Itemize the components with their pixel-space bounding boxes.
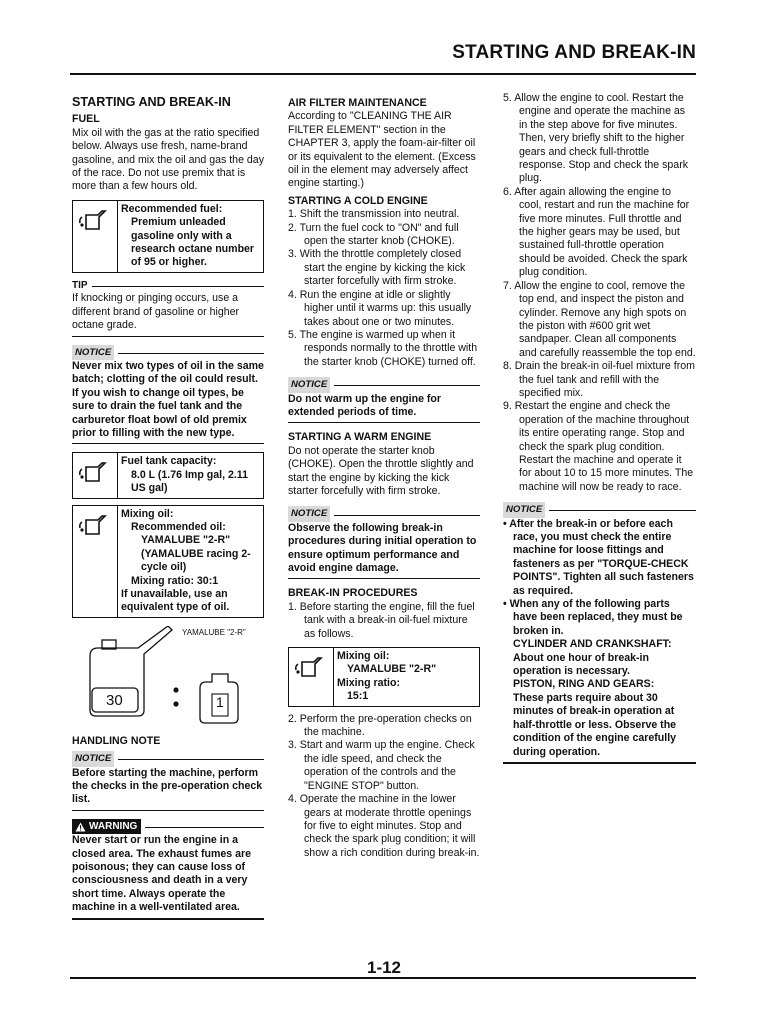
list-item: 9. Restart the engine and check the operation of the machine throughout its entire operating range. Stop and check the spark plug condition. Restart the machine and operate it for about 10 to 15 more minutes. The machine will now be ready to race. <box>503 400 694 493</box>
notice-bullet: • After the break-in or before each race, you must check the entire machine for loose fittings and fasteners as per "TORQUE-CHECK POINTS". Tighten all such fasteners as required. <box>503 517 694 597</box>
tip-row <box>72 279 264 292</box>
warm-engine-text: Do not operate the starter knob (CHOKE). Open the throttle slightly and start the engine by kicking the kick starter forcefully with firm stroke. <box>288 444 474 497</box>
fuel-heading: FUEL <box>72 113 100 126</box>
notice-badge: NOTICE <box>72 345 114 360</box>
notice-badge: NOTICE <box>503 502 545 517</box>
notice-rule <box>334 385 480 386</box>
footer-rule <box>70 977 696 979</box>
cylinder-text: About one hour of break-in operation is necessary. <box>513 651 649 678</box>
oil-mix-illustration <box>72 626 264 731</box>
air-filter-text: According to "CLEANING THE AIR FILTER ELEMENT" section in the CHAPTER 3, apply the foam-air-filter oil or its equivalent to the element. (Excess oil in the element may adversely affect engine starting.) <box>288 110 476 190</box>
break-in-box-ratio: 15:1 <box>347 690 369 703</box>
warning-text: Never start or run the engine in a closed area. The exhaust fumes are poisonous; they can cause loss of consciousness and death in a very short time. Always operate the machine in a well-ventilated area. <box>72 834 251 914</box>
cold-engine-heading: STARTING A COLD ENGINE <box>288 194 428 207</box>
fuel-box-label: Recommended fuel: <box>121 202 223 215</box>
list-item: 5. The engine is warmed up when it responds normally to the throttle with the starter knob (CHOKE) turned off. <box>288 328 478 368</box>
mix-box-rec-label: Recommended oil: <box>131 520 226 533</box>
fuel-text: Mix oil with the gas at the ratio specified below. Always use fresh, name-brand gasoline, and mix the oil and gas the day of the race. Do not use premix that is more than a few hours old. <box>72 126 264 193</box>
mix-box-oil1: YAMALUBE "2-R" <box>141 534 231 547</box>
notice-badge: NOTICE <box>72 751 114 766</box>
notice-badge: NOTICE <box>288 506 330 521</box>
warning-rule <box>145 827 264 828</box>
notice-end-rule <box>288 422 480 423</box>
list-item: 1. Shift the transmission into neutral. <box>288 208 460 221</box>
handling-heading: HANDLING NOTE <box>72 734 161 747</box>
tank-box-value: 8.0 L (1.76 Imp gal, 2.11 US gal) <box>131 468 248 495</box>
tank-box-label: Fuel tank capacity: <box>121 455 217 468</box>
oil-can-drawing <box>72 626 264 731</box>
section-title: STARTING AND BREAK-IN <box>72 95 231 109</box>
break-in-box-ratio-label: Mixing ratio: <box>337 676 400 689</box>
tip-text: If knocking or pinging occurs, use a different brand of gasoline or higher octane grade. <box>72 292 240 332</box>
notice-row <box>288 377 480 392</box>
notice-rule <box>549 510 696 511</box>
fuel-box-value: Premium unleaded gasoline only with a research octane number of 95 or higher. <box>131 216 255 269</box>
page-header-title: STARTING AND BREAK-IN <box>452 42 696 63</box>
list-item: 4. Operate the machine in the lower gears at moderate throttle openings for five to eight minutes. Stop and check the spark plug condition; it will show a rich condition during break-in. <box>288 793 480 859</box>
column-2 <box>288 92 480 860</box>
notice-end-rule <box>503 762 696 764</box>
oil-can-label: YAMALUBE "2-R" <box>182 627 246 637</box>
warning-label: WARNING <box>89 820 138 832</box>
column-3 <box>503 92 696 772</box>
notice-end-rule <box>288 578 480 579</box>
list-item: 1. Before starting the engine, fill the fuel tank with a break-in oil-fuel mixture as follows. <box>288 600 475 640</box>
tip-rule <box>92 286 264 287</box>
oil-can-icon <box>73 201 118 272</box>
list-item: 4. Run the engine at idle or slightly higher until it warms up: this usually takes about one or two minutes. <box>288 288 472 328</box>
handling-end-rule <box>72 810 264 811</box>
tip-label: TIP <box>72 279 88 291</box>
air-filter-heading: AIR FILTER MAINTENANCE <box>288 97 427 109</box>
notice-rule <box>118 353 264 354</box>
break-in-heading: BREAK-IN PROCEDURES <box>288 587 418 600</box>
warm-engine-heading: STARTING A WARM ENGINE <box>288 431 432 444</box>
header-rule <box>70 73 696 75</box>
mix-box-label: Mixing oil: <box>121 507 174 520</box>
list-item: 2. Turn the fuel cock to "ON" and full open the starter knob (CHOKE). <box>288 221 459 248</box>
notice-end-rule <box>72 443 264 444</box>
warning-row <box>72 819 264 834</box>
notice-row <box>72 345 264 360</box>
list-item: 5. Allow the engine to cool. Restart the engine and operate the machine as in the step above for five minutes. Then, very briefly shift to the higher gears and check full-throttle response. Stop and check the spark plug. <box>503 92 689 185</box>
list-item: 3. Start and warm up the engine. Check the idle speed, and check the operation of the controls and the "ENGINE STOP" button. <box>288 739 475 792</box>
mix-box-alt: If unavailable, use an equivalent type of oil. <box>121 588 230 614</box>
break-in-box-oil: YAMALUBE "2-R" <box>347 663 437 676</box>
notice-badge: NOTICE <box>288 377 330 392</box>
notice-row <box>503 502 696 517</box>
list-item: 8. Drain the break-in oil-fuel mixture from the fuel tank and refill with the specified mix. <box>503 360 695 399</box>
notice-text: Do not warm up the engine for extended periods of time. <box>288 392 442 418</box>
break-in-steps-continued <box>503 92 696 494</box>
notice-bullet: • When any of the following parts have been replaced, they must be broken in. <box>503 598 683 637</box>
ratio-small-number: 1 <box>216 693 224 710</box>
page-number: 1-12 <box>366 958 402 977</box>
list-item: 3. With the throttle completely closed start the engine by kicking the kick starter forcefully with firm stroke. <box>288 248 466 288</box>
list-item: 7. Allow the engine to cool, remove the top end, and inspect the piston and cylinder. Remove any high spots on the piston with #600 grit wet sandpaper. Clean all components and carefully reassemble the top end. <box>503 279 696 359</box>
warning-badge <box>72 819 141 834</box>
fuel-spec-box <box>72 200 264 273</box>
warning-end-rule <box>72 918 264 920</box>
tank-capacity-box <box>72 452 264 498</box>
break-in-mix-box <box>288 647 480 707</box>
break-in-box-label: Mixing oil: <box>337 650 390 663</box>
tip-end-rule <box>72 336 264 337</box>
handling-notice-row <box>72 751 264 766</box>
mix-box-oil2: (YAMALUBE racing 2-cycle oil) <box>141 547 251 574</box>
notice-rule <box>118 759 264 760</box>
warning-triangle-icon <box>75 822 86 832</box>
handling-text: Before starting the machine, perform the checks in the pre-operation check list. <box>72 766 263 806</box>
piston-text: These parts require about 30 minutes of break-in operation at half-throttle or less. Observe the condition of the engine carefully during operation. <box>513 691 677 758</box>
notice-row <box>288 506 480 521</box>
list-item: 2. Perform the pre-operation checks on the machine. <box>288 712 472 739</box>
list-item: 6. After again allowing the engine to cool, restart and run the machine for five more minutes. Full throttle and the higher gears may be used, but sustained full-throttle operation should be avoided. Check the spark plug condition. <box>503 185 690 279</box>
piston-heading: PISTON, RING AND GEARS: <box>513 678 655 691</box>
mix-box-ratio: Mixing ratio: 30:1 <box>131 574 219 587</box>
break-in-steps <box>288 713 480 860</box>
notice-text: Observe the following break-in procedures during initial operation to ensure optimum performance and avoid engine damage. <box>288 521 477 574</box>
cold-engine-steps <box>288 208 480 369</box>
ratio-big-number: 30 <box>106 691 123 709</box>
column-1 <box>72 92 264 928</box>
oil-can-icon <box>73 453 118 497</box>
oil-can-icon <box>73 506 118 617</box>
notice-rule <box>334 515 480 516</box>
mixing-oil-box <box>72 505 264 618</box>
cylinder-heading: CYLINDER AND CRANKSHAFT: <box>513 638 672 651</box>
oil-can-icon <box>289 648 334 706</box>
notice-text: Never mix two types of oil in the same batch; clotting of the oil could result. If you wish to change oil types, be sure to drain the fuel tank and the carburetor float bowl of old premix prior to filling with the new type. <box>72 359 264 439</box>
